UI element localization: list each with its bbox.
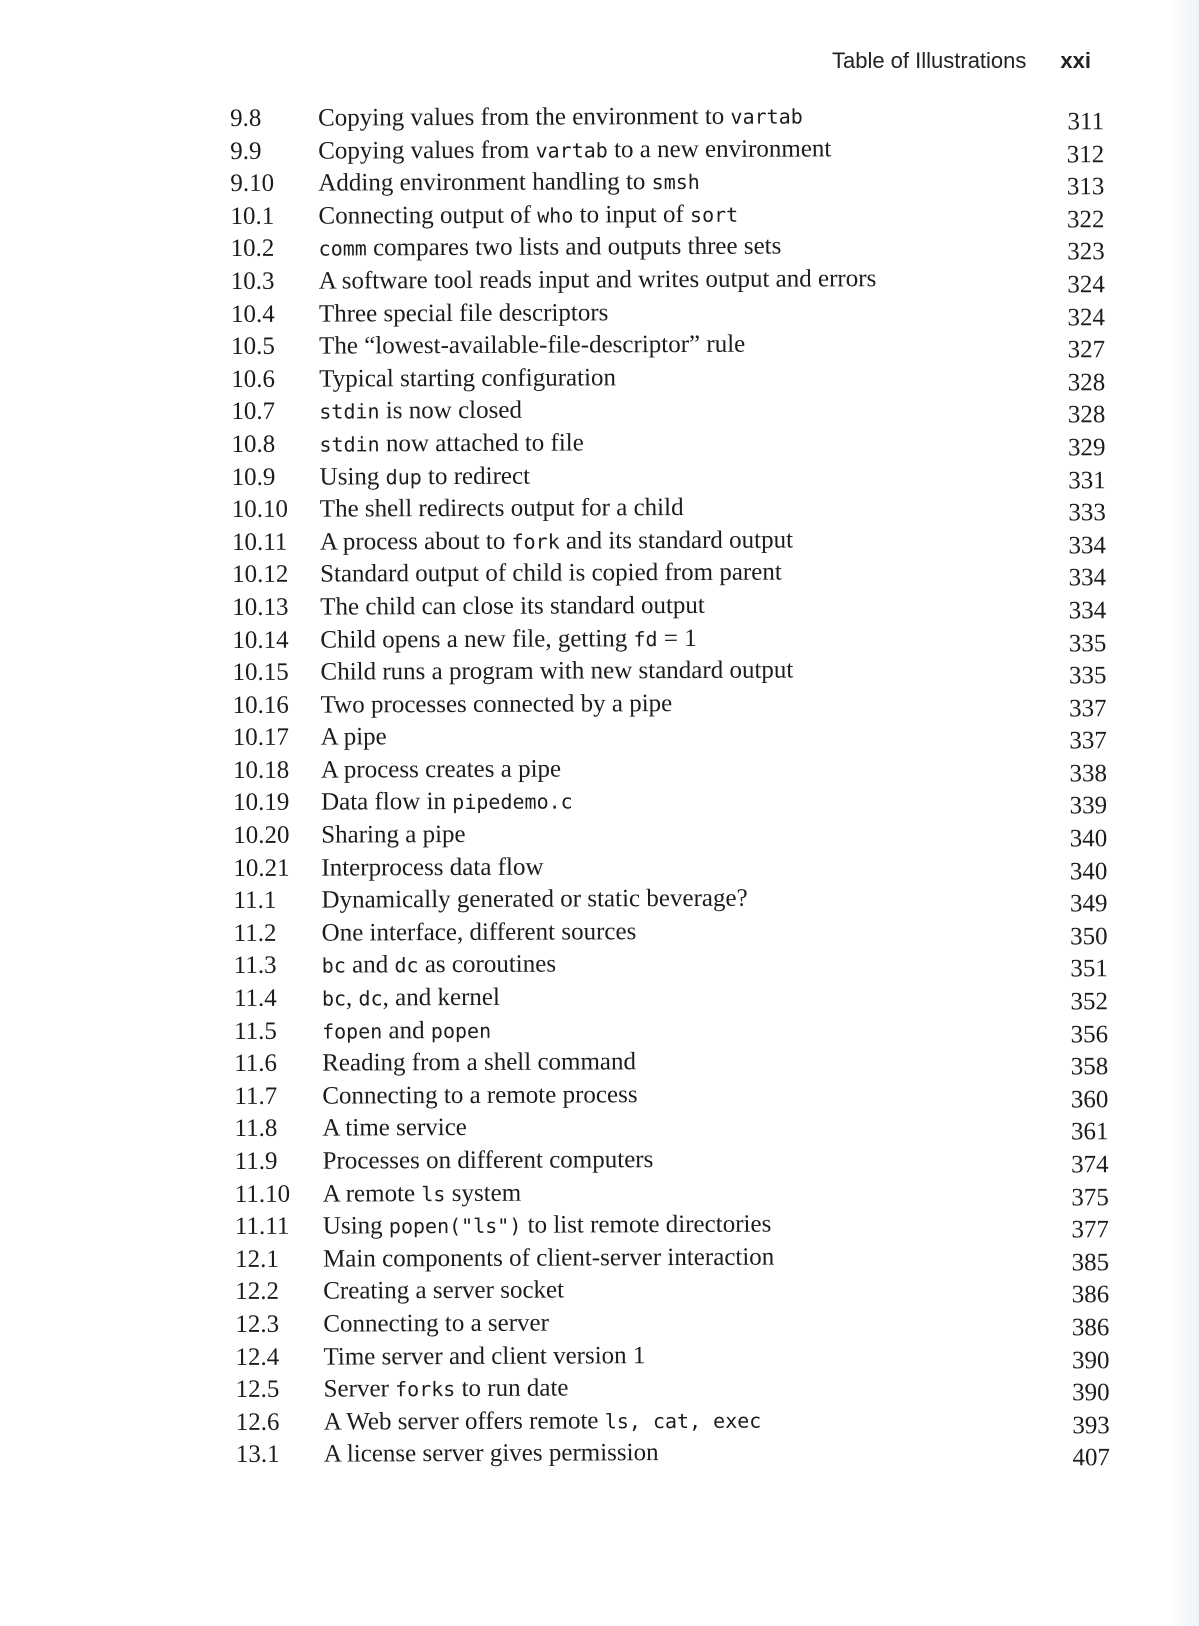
title-text: Connecting output of [318,201,538,230]
figure-number: 10.15 [232,658,289,687]
title-text: Interprocess data flow [321,853,544,882]
figure-title [318,133,831,167]
page-number: 324 [1067,271,1105,299]
figure-number: 11.2 [233,919,277,947]
page-number: 339 [1069,792,1108,820]
code-term: comm [318,236,367,261]
figure-title [321,883,747,917]
code-term: fopen [321,1018,383,1044]
code-term: sort [689,202,739,227]
page-number: 334 [1068,597,1107,625]
page-edge-shadow [1169,0,1199,1626]
page-number: 361 [1070,1118,1109,1146]
page-number: 386 [1071,1281,1110,1309]
title-text: A license server gives permission [323,1439,659,1468]
figure-number: 9.9 [230,137,262,165]
title-text: A process about to [319,527,512,556]
list-item [230,1403,1110,1439]
figure-title [318,100,803,134]
title-text: Copying values from [318,136,536,165]
list-item [227,718,1107,754]
figure-number: 13.1 [235,1441,280,1469]
figure-title [322,949,556,982]
figure-title [319,297,609,330]
title-text: as coroutines [418,950,557,979]
figure-title [319,329,745,363]
running-header [832,48,1091,74]
title-text: Dynamically generated or static beverage? [321,884,748,914]
page-number: 390 [1071,1346,1110,1374]
page-number: 313 [1066,173,1105,201]
title-text: Typical starting configuration [319,364,617,393]
title-text: A process creates a pipe [320,755,562,784]
list-item [227,751,1107,787]
figure-number: 11.11 [234,1212,290,1241]
title-text: Main components of client-server interaction [322,1243,775,1273]
figure-title [321,819,466,852]
figure-title [322,1046,636,1079]
figure-title [323,1340,645,1373]
figure-number: 10.19 [232,789,290,817]
code-term: dc [358,986,383,1011]
title-text: , [345,984,359,1012]
figure-number: 10.3 [230,267,275,295]
list-item [227,816,1107,852]
list-item [226,458,1106,494]
page-number: 323 [1067,238,1105,266]
list-item [227,849,1107,885]
page-number: 360 [1070,1085,1109,1114]
list-item [226,588,1106,624]
title-text: Time server and client version 1 [323,1341,646,1371]
figure-title [320,622,696,656]
figure-number: 10.17 [232,724,290,752]
figure-number: 11.7 [234,1082,278,1110]
title-text: Connecting to a remote process [322,1081,638,1110]
title-text: Reading from a shell command [322,1048,637,1077]
figure-title [324,1437,659,1470]
figure-number: 12.4 [235,1343,280,1371]
list-item [226,621,1106,657]
title-text: Copying values from the environment to [318,102,731,132]
figure-title [321,786,573,819]
page-number: 386 [1071,1314,1110,1342]
code-term: bc [321,953,346,979]
page-number: 324 [1067,303,1106,331]
figure-number: 11.3 [233,952,277,980]
list-item [228,947,1108,983]
list-item [230,1435,1110,1471]
page-number: 334 [1068,564,1107,592]
section-title: Table of Illustrations [831,48,1027,73]
list-item [224,197,1104,233]
title-text: compares two lists and outputs three sets [366,232,782,262]
title-text: to a new environment [607,134,832,163]
page-number: 333 [1068,499,1106,527]
page-number: 340 [1069,825,1108,853]
figure-number: 10.5 [231,332,275,361]
figure-number: 11.9 [234,1147,278,1175]
title-text: The shell redirects output for a child [319,494,684,523]
code-term: smsh [651,170,700,195]
figure-number: 10.7 [231,398,276,426]
figure-number: 10.2 [230,235,275,263]
page-number: 390 [1072,1379,1110,1407]
title-text: , and kernel [382,983,500,1012]
code-term: popen("ls") [388,1213,522,1239]
figure-title [322,1112,467,1145]
title-text: Processes on different computers [322,1146,654,1175]
code-term: ls [421,1181,446,1206]
figure-title [318,166,700,200]
figure-title [319,263,877,297]
list-item [228,1077,1108,1113]
figure-number: 10.14 [232,626,289,654]
figure-title [321,688,673,722]
code-term: forks [395,1377,456,1402]
page-number: 338 [1069,760,1107,788]
illustrations-list [224,99,1110,1472]
figure-title [320,524,793,558]
figure-number: 10.9 [231,463,276,491]
title-text: system [445,1179,522,1207]
code-term: vartab [535,137,608,163]
figure-number: 11.1 [233,887,277,915]
figure-number: 10.20 [233,821,290,850]
page-number: 312 [1066,140,1105,168]
list-item [228,914,1108,950]
page-number: 335 [1068,629,1107,657]
folio-page-number: xxi [1060,48,1091,73]
list-item [225,327,1105,363]
page-number: 340 [1069,857,1108,885]
figure-number: 12.2 [235,1278,279,1306]
figure-number: 10.11 [231,528,288,556]
title-text: A software tool reads input and writes output and errors [318,265,877,295]
figure-title [323,1209,772,1243]
code-term: fd [633,626,658,651]
title-text: Sharing a pipe [321,821,466,849]
code-term: dc [394,953,419,978]
code-term: dup [385,464,422,489]
page-number: 377 [1071,1216,1109,1244]
figure-title [323,1241,774,1275]
figure-number: 10.12 [231,561,289,589]
code-term: fork [511,529,560,554]
list-item [224,164,1104,200]
title-text: Two processes connected by a pipe [320,689,673,719]
list-item [229,1305,1109,1341]
figure-title [319,231,782,265]
page-number: 407 [1072,1444,1110,1472]
title-text: Child opens a new file, getting [320,624,634,654]
figure-number: 9.8 [230,104,262,132]
page-number: 337 [1069,694,1107,723]
list-item [227,784,1107,820]
code-term: stdin [319,399,380,424]
figure-number: 12.3 [235,1310,280,1338]
list-item [230,1370,1110,1406]
title-text: Server [323,1375,396,1403]
list-item [229,1207,1109,1243]
figure-number: 10.16 [232,691,289,719]
list-item [227,881,1107,917]
figure-title [322,1014,491,1047]
title-text: and its standard output [559,526,794,555]
list-item [226,490,1106,526]
figure-title [324,1373,569,1406]
page-number: 350 [1070,922,1108,951]
list-item [225,230,1105,266]
figure-title [320,460,531,493]
figure-number: 10.1 [230,202,275,230]
figure-title [323,1177,522,1210]
list-item [229,1273,1109,1309]
figure-number: 11.6 [234,1049,278,1078]
title-text: Three special file descriptors [318,298,609,328]
list-item [225,425,1105,461]
page-number: 328 [1067,368,1106,397]
page-number: 329 [1067,434,1106,462]
page-number: 356 [1070,1020,1109,1048]
figure-number: 10.4 [230,300,275,328]
list-item [226,653,1106,689]
figure-number: 9.10 [230,169,275,198]
title-text: A remote [322,1179,422,1208]
figure-number: 10.13 [232,593,289,621]
page-number: 352 [1070,988,1108,1016]
page-number: 328 [1067,401,1106,429]
page-number: 327 [1067,336,1106,364]
title-text: Data flow in [320,788,453,817]
figure-title [321,722,387,754]
title-text: Using [322,1212,389,1240]
figure-title [323,1275,564,1308]
figure-title [324,1404,762,1438]
figure-number: 10.8 [231,430,276,458]
code-term: ls, cat, exec [604,1408,762,1434]
figure-title [322,916,637,949]
title-text: One interface, different sources [321,918,637,947]
figure-title [319,362,616,395]
page-number: 311 [1067,108,1105,136]
list-item [226,555,1106,591]
title-text: is now closed [379,397,522,425]
title-text: A time service [322,1114,467,1142]
page-number: 393 [1072,1411,1110,1440]
title-text: Creating a server socket [323,1276,565,1305]
title-text: and [345,951,395,979]
figure-number: 11.4 [233,984,277,1012]
title-text: now attached to file [379,429,584,458]
list-item [228,1044,1108,1080]
figure-title [320,590,705,624]
page-number: 385 [1071,1248,1110,1277]
title-text: = 1 [657,624,697,652]
figure-title [319,427,583,460]
figure-number: 11.5 [233,1017,277,1045]
page-number: 358 [1070,1053,1109,1081]
title-text: Connecting to a server [323,1309,550,1338]
figure-number: 10.21 [233,854,290,882]
page-number: 375 [1071,1183,1109,1211]
list-item [228,1012,1108,1048]
list-item [227,686,1107,722]
figure-title [318,199,738,233]
list-item [229,1338,1109,1374]
title-text: The child can close its standard output [320,591,705,621]
figure-number: 10.18 [232,756,290,784]
list-item [226,523,1106,559]
figure-title [322,982,500,1015]
page-number: 351 [1070,955,1108,983]
figure-title [320,557,782,591]
figure-title [323,1308,549,1341]
page-number: 322 [1066,205,1105,234]
figure-number: 11.8 [234,1115,278,1143]
list-item [225,393,1105,429]
title-text: to list remote directories [521,1210,772,1239]
page-number: 331 [1068,466,1106,494]
list-item [225,360,1105,396]
code-term: who [537,203,574,228]
figure-title [321,851,543,884]
page-number: 349 [1069,890,1108,918]
code-term: pipedemo.c [452,789,573,815]
list-item [229,1175,1109,1211]
figure-title [321,753,561,786]
figure-title [323,1144,654,1177]
code-term: popen [430,1018,492,1043]
figure-title [319,395,522,428]
title-text: A pipe [320,723,387,751]
page-number: 337 [1069,727,1107,755]
title-text: Standard output of child is copied from parent [319,558,782,588]
list-item [228,1110,1108,1146]
figure-title [320,655,793,689]
code-term: stdin [319,432,380,457]
title-text: A Web server offers remote [323,1407,605,1436]
title-text: to run date [455,1374,569,1403]
page-number: 374 [1071,1151,1109,1179]
figure-number: 11.10 [234,1180,291,1208]
title-text: The “lowest-available-file-descriptor” rule [319,330,746,360]
list-item [228,979,1108,1015]
title-text: to input of [573,200,691,229]
figure-number: 12.5 [235,1375,280,1404]
page-number: 334 [1068,531,1106,560]
code-term: vartab [730,104,803,129]
figure-number: 10.10 [231,495,289,524]
figure-title [320,492,684,526]
figure-number: 12.1 [234,1245,279,1273]
list-item [225,262,1105,298]
page-number: 335 [1068,662,1107,690]
list-item [229,1240,1109,1276]
title-text: Child runs a program with new standard output [320,656,794,686]
figure-number: 12.6 [235,1408,280,1436]
title-text: to redirect [421,462,531,490]
title-text: and [382,1016,431,1044]
list-item [224,99,1104,135]
figure-number: 10.6 [231,365,276,393]
list-item [224,132,1104,168]
code-term: bc [321,986,347,1011]
title-text: Adding environment handling to [318,168,652,197]
title-text: Using [319,462,386,491]
figure-title [322,1079,637,1112]
list-item [225,295,1105,331]
list-item [229,1142,1109,1178]
